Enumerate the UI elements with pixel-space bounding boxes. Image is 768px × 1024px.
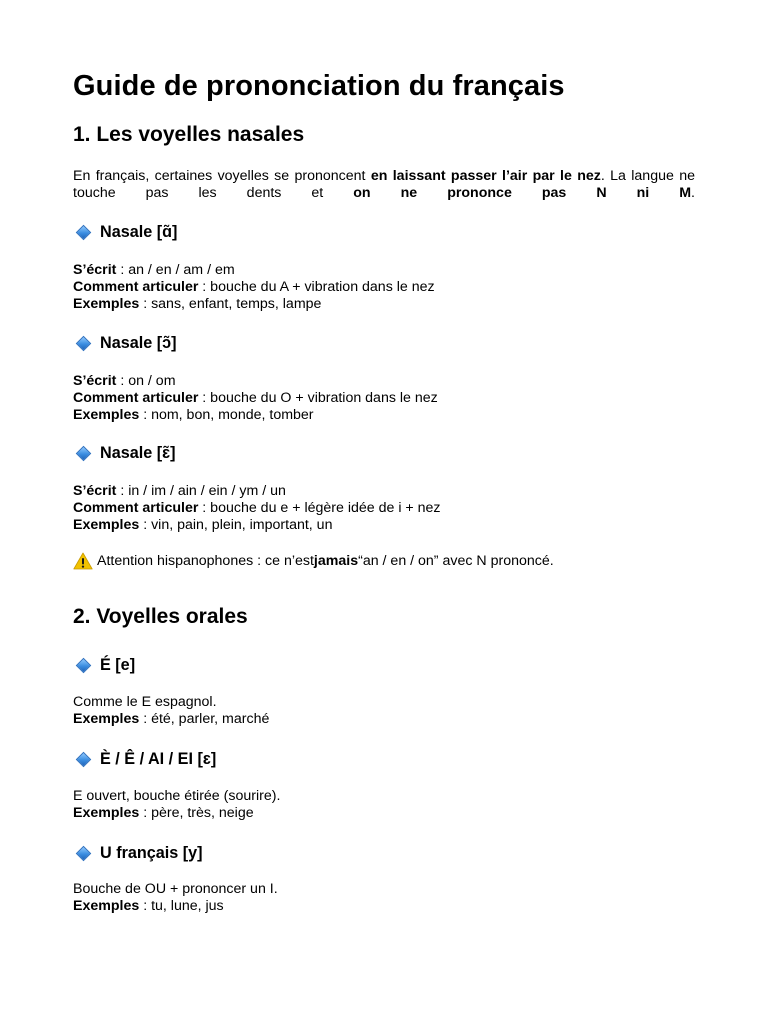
nasal-an-details <box>73 262 695 313</box>
writes-label: S’écrit <box>73 262 117 278</box>
page-title: Guide de prononciation du français <box>73 70 565 102</box>
subheading-nasal-on <box>75 332 176 354</box>
section-intro-paragraph <box>73 168 695 219</box>
examples-value: : nom, bon, monde, tomber <box>139 407 314 423</box>
examples-value: : été, parler, marché <box>139 711 270 727</box>
subheading-nasal-an <box>75 221 177 243</box>
articulate-value: : bouche du e + légère idée de i + nez <box>198 500 441 516</box>
description-line: Bouche de OU + prononcer un I. <box>73 881 278 897</box>
diamond-icon <box>76 335 92 351</box>
section-heading-oral-vowels: 2. Voyelles orales <box>73 605 248 628</box>
examples-label: Exemples <box>73 517 140 533</box>
warning-text-2: “an / en / on” avec N prononcé. <box>358 552 554 569</box>
subheading-label: Nasale [ɔ̃] <box>100 333 177 352</box>
examples-line <box>73 805 695 822</box>
oral-u-details <box>73 881 695 915</box>
examples-line <box>73 517 695 534</box>
examples-line <box>73 898 695 915</box>
oral-e-details <box>73 694 695 728</box>
diamond-icon <box>76 751 92 767</box>
examples-label: Exemples <box>73 805 140 821</box>
intro-bold-2: on ne prononce pas N ni M <box>353 185 692 201</box>
writes-value: : an / en / am / em <box>116 262 235 278</box>
examples-line <box>73 711 695 728</box>
examples-label: Exemples <box>73 898 140 914</box>
diamond-icon <box>76 445 92 461</box>
articulate-value: : bouche du A + vibration dans le nez <box>198 279 435 295</box>
diamond-icon <box>76 224 92 240</box>
writes-line <box>73 373 695 390</box>
warning-note <box>73 552 554 570</box>
examples-line <box>73 407 695 424</box>
intro-bold-1: en laissant passer l’air par le nez <box>370 168 601 184</box>
subheading-label: Nasale [ɛ̃] <box>100 443 176 462</box>
oral-open-e-details <box>73 788 695 822</box>
examples-label: Exemples <box>73 407 140 423</box>
nasal-in-details <box>73 483 695 534</box>
articulate-line <box>73 279 695 296</box>
subheading-oral-e <box>75 654 135 676</box>
writes-line <box>73 262 695 279</box>
subheading-label: Nasale [ɑ̃] <box>100 222 178 241</box>
examples-value: : père, très, neige <box>139 805 254 821</box>
warning-icon <box>73 552 93 570</box>
writes-value: : on / om <box>116 373 176 389</box>
examples-value: : tu, lune, jus <box>139 898 224 914</box>
section-heading-nasal-vowels: 1. Les voyelles nasales <box>73 123 305 146</box>
writes-line <box>73 483 695 500</box>
subheading-label: U français [y] <box>100 843 203 862</box>
intro-text-2: . La langue ne touche pas les dents et <box>73 168 695 201</box>
warning-text-1: Attention hispanophones : ce n’est <box>97 552 314 569</box>
examples-value: : sans, enfant, temps, lampe <box>139 296 322 312</box>
intro-text-3: . <box>691 185 695 201</box>
nasal-on-details <box>73 373 695 424</box>
articulate-line <box>73 390 695 407</box>
writes-value: : in / im / ain / ein / ym / un <box>116 483 286 499</box>
examples-label: Exemples <box>73 296 140 312</box>
writes-label: S’écrit <box>73 483 117 499</box>
articulate-value: : bouche du O + vibration dans le nez <box>198 390 438 406</box>
examples-label: Exemples <box>73 711 140 727</box>
description-line: Comme le E espagnol. <box>73 694 217 710</box>
writes-label: S’écrit <box>73 373 117 389</box>
articulate-label: Comment articuler <box>73 279 199 295</box>
subheading-nasal-in <box>75 442 176 464</box>
articulate-label: Comment articuler <box>73 500 199 516</box>
warning-bold: jamais <box>313 552 359 569</box>
examples-value: : vin, pain, plein, important, un <box>139 517 333 533</box>
diamond-icon <box>76 845 92 861</box>
articulate-label: Comment articuler <box>73 390 199 406</box>
examples-line <box>73 296 695 313</box>
subheading-label: É [e] <box>100 655 136 674</box>
articulate-line <box>73 500 695 517</box>
description-line: E ouvert, bouche étirée (sourire). <box>73 788 281 804</box>
intro-text-1: En français, certaines voyelles se prononcent <box>73 168 371 184</box>
subheading-label: È / Ê / AI / EI [ɛ] <box>100 749 217 768</box>
subheading-oral-u <box>75 842 203 864</box>
subheading-oral-open-e <box>75 748 216 770</box>
diamond-icon <box>76 657 92 673</box>
